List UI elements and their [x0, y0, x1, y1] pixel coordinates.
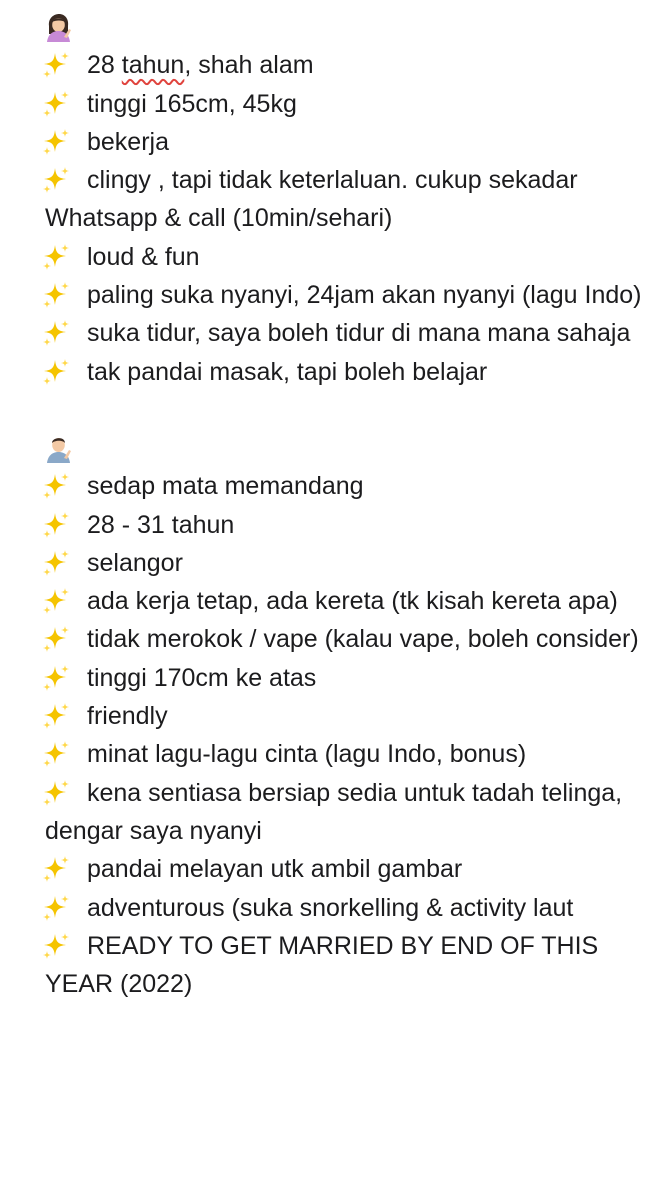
sparkles-icon — [41, 664, 71, 692]
list-item-text: minat lagu-lagu cinta (lagu Indo, bonus) — [87, 740, 527, 769]
man-tipping-hand-icon — [45, 429, 657, 467]
sparkles-icon — [41, 511, 71, 539]
self-description-section — [45, 8, 657, 391]
sparkles-icon — [41, 779, 71, 807]
list-item — [45, 544, 657, 582]
sparkles-icon — [41, 549, 71, 577]
sparkles-icon — [41, 319, 71, 347]
list-item — [45, 850, 657, 888]
list-item-text: selangor — [87, 548, 183, 577]
list-item-text: clingy , tapi tidak keterlaluan. cukup sekadar Whatsapp & call (10min/sehari) — [45, 166, 578, 233]
list-item-text: ada kerja tetap, ada kereta (tk kisah kereta apa) — [87, 587, 618, 616]
sparkles-icon — [41, 932, 71, 960]
list-item — [45, 276, 657, 314]
sparkles-icon — [41, 740, 71, 768]
list-item-text: 28 - 31 tahun — [87, 510, 235, 539]
sparkles-icon — [41, 855, 71, 883]
list-item-text: bekerja — [87, 127, 169, 156]
sparkles-icon — [41, 243, 71, 271]
list-item — [45, 314, 657, 352]
sparkles-icon — [41, 358, 71, 386]
list-item-text: kena sentiasa bersiap sedia untuk tadah telinga, dengar saya nyanyi — [45, 778, 623, 845]
sparkles-icon — [41, 587, 71, 615]
list-item-text: 28 — [87, 51, 122, 80]
list-item — [45, 927, 657, 1004]
sparkles-icon — [41, 90, 71, 118]
list-item-text: suka tidur, saya boleh tidur di mana mana sahaja — [87, 319, 631, 348]
list-item-text: loud & fun — [87, 242, 200, 271]
list-item — [45, 774, 657, 851]
list-item-text: tinggi 170cm ke atas — [87, 663, 317, 692]
misspelled-word[interactable]: tahun — [121, 51, 185, 80]
sparkles-icon — [41, 625, 71, 653]
list-item-text: , shah alam — [184, 51, 314, 80]
list-item — [45, 238, 657, 276]
list-item — [45, 735, 657, 773]
sparkles-icon — [41, 472, 71, 500]
list-item — [45, 467, 657, 505]
list-item — [45, 659, 657, 697]
woman-tipping-hand-icon — [45, 8, 657, 46]
list-item-text: tak pandai masak, tapi boleh belajar — [87, 357, 488, 386]
list-item — [45, 506, 657, 544]
list-item-text: tidak merokok / vape (kalau vape, boleh consider) — [87, 625, 639, 654]
list-item — [45, 889, 657, 927]
list-item-text: pandai melayan utk ambil gambar — [87, 855, 463, 884]
sparkles-icon — [41, 166, 71, 194]
list-item — [45, 85, 657, 123]
list-item — [45, 123, 657, 161]
sparkles-icon — [41, 281, 71, 309]
list-item-text: paling suka nyanyi, 24jam akan nyanyi (lagu Indo) — [87, 281, 642, 310]
list-item — [45, 620, 657, 658]
list-item-text: adventurous (suka snorkelling & activity laut — [87, 893, 574, 922]
list-item-text: READY TO GET MARRIED BY END OF THIS YEAR (2022) — [45, 931, 599, 999]
sparkles-icon — [41, 128, 71, 156]
list-item-text: friendly — [87, 702, 168, 731]
sparkles-icon — [41, 51, 71, 79]
sparkles-icon — [41, 894, 71, 922]
list-item-text: sedap mata memandang — [87, 472, 364, 501]
list-item — [45, 161, 657, 238]
list-item — [45, 697, 657, 735]
sparkles-icon — [41, 702, 71, 730]
list-item-text: tinggi 165cm, 45kg — [87, 89, 297, 118]
list-item — [45, 582, 657, 620]
partner-criteria-section — [45, 429, 657, 1003]
list-item — [45, 46, 657, 84]
list-item — [45, 353, 657, 391]
